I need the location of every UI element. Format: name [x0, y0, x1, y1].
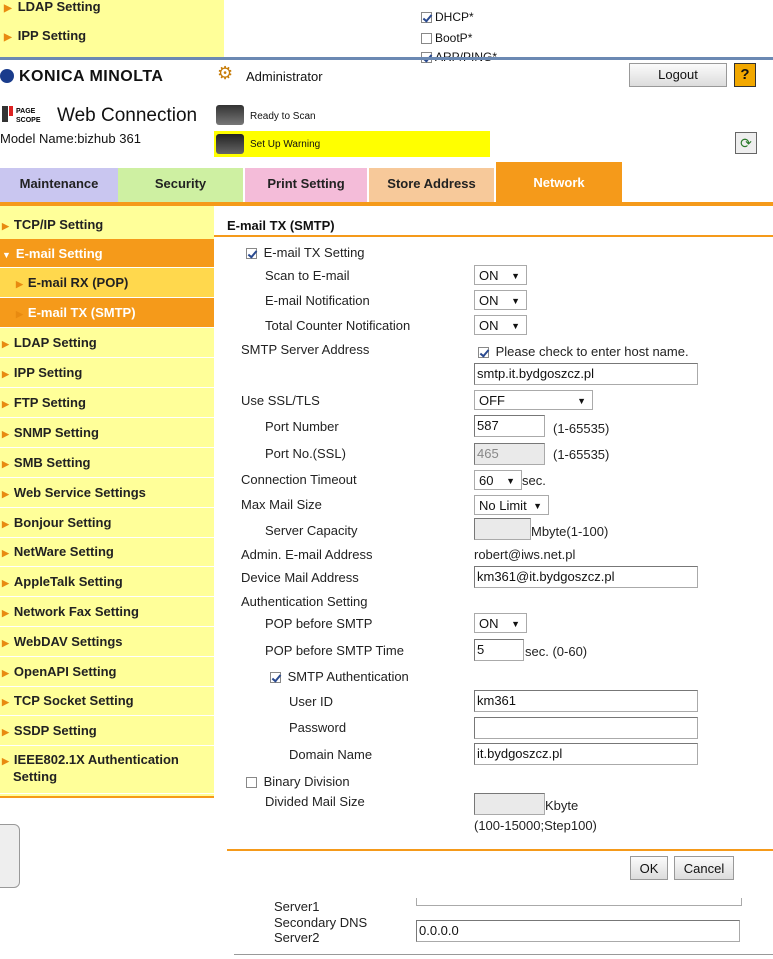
port-ssl-hint: (1-65535) — [553, 447, 610, 462]
arrow-right-icon: ▶ — [2, 578, 9, 588]
email-tx-setting-checkbox[interactable] — [246, 248, 257, 259]
sidebar-item-email-rx[interactable]: ▶ E-mail RX (POP) — [0, 268, 214, 298]
page-title: E-mail TX (SMTP) — [227, 218, 335, 233]
chevron-down-icon: ▼ — [511, 321, 520, 331]
divided-mail-size-label: Divided Mail Size — [265, 794, 365, 809]
server-capacity-unit: Mbyte(1-100) — [531, 524, 609, 539]
pop-before-smtp-time-unit: sec. (0-60) — [525, 644, 588, 659]
tab-store-address[interactable]: Store Address — [369, 168, 494, 202]
device-mail-address-input[interactable]: km361@it.bydgoszcz.pl — [474, 566, 698, 588]
hostname-check-row: Please check to enter host name. — [478, 344, 689, 359]
background-secondary-dns-input: 0.0.0.0 — [416, 920, 740, 942]
arrow-right-icon: ▶ — [4, 3, 12, 14]
admin-user-icon: ⚙ — [217, 63, 234, 83]
sidebar-item-openapi[interactable]: ▶ OpenAPI Setting — [0, 657, 214, 687]
sidebar-item-tcpip[interactable]: ▶ TCP/IP Setting — [0, 210, 214, 240]
status-warning: Set Up Warning — [250, 139, 321, 150]
sidebar-item-netware[interactable]: ▶ NetWare Setting — [0, 537, 214, 567]
arrow-right-icon: ▶ — [2, 429, 9, 439]
device-mail-address-label: Device Mail Address — [241, 570, 359, 585]
background-dns-server1-input — [416, 898, 742, 906]
background-nav-ldap: ▶ LDAP Setting — [4, 0, 101, 14]
scan-to-email-label: Scan to E-mail — [265, 268, 350, 283]
sidebar-item-snmp[interactable]: ▶ SNMP Setting — [0, 418, 214, 448]
sidebar-item-ldap[interactable]: ▶ LDAP Setting — [0, 328, 214, 358]
pop-before-smtp-time-input[interactable]: 5 — [474, 639, 524, 661]
max-mail-size-label: Max Mail Size — [241, 497, 322, 512]
chevron-down-icon: ▼ — [506, 476, 515, 486]
tab-security[interactable]: Security — [118, 168, 243, 202]
chevron-down-icon: ▼ — [511, 271, 520, 281]
checkbox-icon — [421, 12, 432, 23]
arrow-right-icon: ▶ — [2, 608, 9, 618]
arrow-right-icon: ▶ — [2, 668, 9, 678]
chevron-down-icon: ▼ — [533, 501, 542, 511]
sidebar-item-smb[interactable]: ▶ SMB Setting — [0, 448, 214, 478]
domain-name-input[interactable]: it.bydgoszcz.pl — [474, 743, 698, 765]
help-button[interactable]: ? — [734, 63, 756, 87]
refresh-button[interactable] — [735, 132, 757, 154]
connection-timeout-unit: sec. — [522, 473, 546, 488]
chevron-down-icon: ▼ — [577, 396, 586, 406]
use-ssl-tls-select[interactable]: OFF ▼ — [474, 390, 593, 410]
sidebar-item-ssdp[interactable]: ▶ SSDP Setting — [0, 716, 214, 746]
arrow-right-icon: ▶ — [2, 399, 9, 409]
domain-name-label: Domain Name — [289, 747, 373, 762]
admin-email-label: Admin. E-mail Address — [241, 547, 373, 562]
svg-text:PAGE: PAGE — [16, 108, 36, 115]
total-counter-notification-label: Total Counter Notification — [265, 318, 411, 333]
arrow-right-icon: ▶ — [2, 727, 9, 737]
background-checkbox-dhcp: DHCP* — [421, 10, 474, 24]
arrow-right-icon: ▶ — [2, 548, 9, 558]
port-ssl-label: Port No.(SSL) — [265, 446, 346, 461]
sidebar-item-email-setting[interactable]: ▼ E-mail Setting — [0, 239, 214, 268]
sidebar-item-appletalk[interactable]: ▶ AppleTalk Setting — [0, 567, 214, 597]
email-tx-setting-row: E-mail TX Setting — [246, 245, 365, 260]
user-id-label: User ID — [289, 694, 334, 709]
checkbox-icon — [421, 33, 432, 44]
arrow-right-icon: ▶ — [2, 519, 9, 529]
tab-maintenance[interactable]: Maintenance — [0, 168, 118, 202]
chevron-down-icon: ▼ — [511, 619, 520, 629]
status-ready: Ready to Scan — [250, 111, 316, 122]
password-input[interactable] — [474, 717, 698, 739]
email-notification-select[interactable]: ON ▼ — [474, 290, 527, 310]
arrow-right-icon: ▶ — [2, 638, 9, 648]
tab-network[interactable]: Network — [496, 162, 622, 202]
sidebar-item-ftp[interactable]: ▶ FTP Setting — [0, 388, 214, 418]
total-counter-notification-select[interactable]: ON ▼ — [474, 315, 527, 335]
arrow-right-icon: ▶ — [4, 32, 12, 43]
smtp-server-address-input[interactable]: smtp.it.bydgoszcz.pl — [474, 363, 698, 385]
smtp-authentication-checkbox[interactable] — [270, 672, 281, 683]
binary-division-checkbox[interactable] — [246, 777, 257, 788]
background-dns-server1-label: Server1 — [274, 899, 320, 914]
refresh-icon: ⟳ — [740, 135, 752, 151]
svg-text:SCOPE: SCOPE — [16, 117, 41, 124]
arrow-right-icon: ▶ — [2, 459, 9, 469]
arrow-right-icon: ▶ — [2, 756, 9, 766]
email-notification-label: E-mail Notification — [265, 293, 370, 308]
sidebar-item-ipp[interactable]: ▶ IPP Setting — [0, 358, 214, 388]
smtp-authentication-row: SMTP Authentication — [270, 669, 409, 684]
divided-mail-size-unit: Kbyte — [545, 798, 579, 813]
max-mail-size-select[interactable]: No Limit ▼ — [474, 495, 549, 515]
use-ssl-tls-label: Use SSL/TLS — [241, 393, 320, 408]
title-divider — [214, 235, 773, 237]
port-number-label: Port Number — [265, 419, 339, 434]
ok-button[interactable]: OK — [630, 856, 668, 880]
smtp-server-address-label: SMTP Server Address — [241, 342, 370, 357]
background-checkbox-bootp: BootP* — [421, 31, 472, 45]
sidebar-divider — [0, 796, 214, 798]
arrow-right-icon: ▶ — [2, 221, 9, 231]
arrow-right-icon: ▶ — [2, 697, 9, 707]
port-number-hint: (1-65535) — [553, 421, 610, 436]
admin-email-value: robert@iws.net.pl — [474, 547, 576, 562]
printer-ready-icon — [216, 105, 244, 125]
connection-timeout-label: Connection Timeout — [241, 472, 357, 487]
chevron-down-icon: ▼ — [511, 296, 520, 306]
form-footer-divider — [227, 849, 773, 851]
sidebar-item-ieee8021x[interactable]: ▶ IEEE802.1X Authentication Setting — [0, 746, 214, 794]
sidebar-item-email-tx[interactable]: ▶ E-mail TX (SMTP) — [0, 298, 214, 328]
scan-to-email-select[interactable]: ON ▼ — [474, 265, 527, 285]
logout-button[interactable]: Logout — [629, 63, 727, 87]
hostname-checkbox[interactable] — [478, 347, 489, 358]
tab-print-setting[interactable]: Print Setting — [245, 168, 367, 202]
product-title: Web Connection — [57, 105, 198, 126]
pop-before-smtp-label: POP before SMTP — [265, 616, 373, 631]
model-name: Model Name:bizhub 361 — [0, 131, 141, 146]
pop-before-smtp-select[interactable]: ON ▼ — [474, 613, 527, 633]
arrow-right-icon: ▶ — [16, 309, 23, 319]
background-nav-ipp: ▶ IPP Setting — [4, 28, 87, 43]
authentication-setting-label: Authentication Setting — [241, 594, 368, 609]
arrow-right-icon: ▶ — [2, 489, 9, 499]
pop-before-smtp-time-label: POP before SMTP Time — [265, 643, 404, 658]
server-capacity-input[interactable] — [474, 518, 531, 540]
port-ssl-input[interactable]: 465 — [474, 443, 545, 465]
sidebar — [0, 206, 214, 798]
cancel-button[interactable]: Cancel — [674, 856, 734, 880]
arrow-down-icon: ▼ — [2, 250, 11, 260]
arrow-right-icon: ▶ — [2, 339, 9, 349]
binary-division-row: Binary Division — [246, 774, 350, 789]
connection-timeout-select[interactable]: 60 ▼ — [474, 470, 522, 490]
arrow-right-icon: ▶ — [16, 279, 23, 289]
background-secondary-dns-label: Secondary DNS Server2 — [274, 915, 368, 945]
user-id-input[interactable]: km361 — [474, 690, 698, 712]
sidebar-toggle-handle[interactable] — [0, 824, 20, 888]
arrow-right-icon: ▶ — [2, 369, 9, 379]
printer-warning-icon — [216, 134, 244, 154]
window-divider — [0, 57, 773, 60]
pagescope-logo-icon — [2, 104, 52, 124]
sidebar-item-bonjour[interactable]: ▶ Bonjour Setting — [0, 508, 214, 538]
sidebar-item-network-fax[interactable]: ▶ Network Fax Setting — [0, 597, 214, 627]
port-number-input[interactable]: 587 — [474, 415, 545, 437]
current-user-label: Administrator — [246, 69, 323, 84]
sidebar-item-webdav[interactable]: ▶ WebDAV Settings — [0, 627, 214, 657]
divided-mail-size-range: (100-15000;Step100) — [474, 818, 597, 833]
brand-logo: KONICA MINOLTA — [0, 68, 163, 86]
password-label: Password — [289, 720, 347, 735]
background-divider — [234, 954, 773, 955]
server-capacity-label: Server Capacity — [265, 523, 358, 538]
divided-mail-size-input[interactable] — [474, 793, 545, 815]
sidebar-item-tcp-socket[interactable]: ▶ TCP Socket Setting — [0, 686, 214, 716]
sidebar-item-web-service[interactable]: ▶ Web Service Settings — [0, 478, 214, 508]
konica-globe-icon — [0, 69, 14, 83]
